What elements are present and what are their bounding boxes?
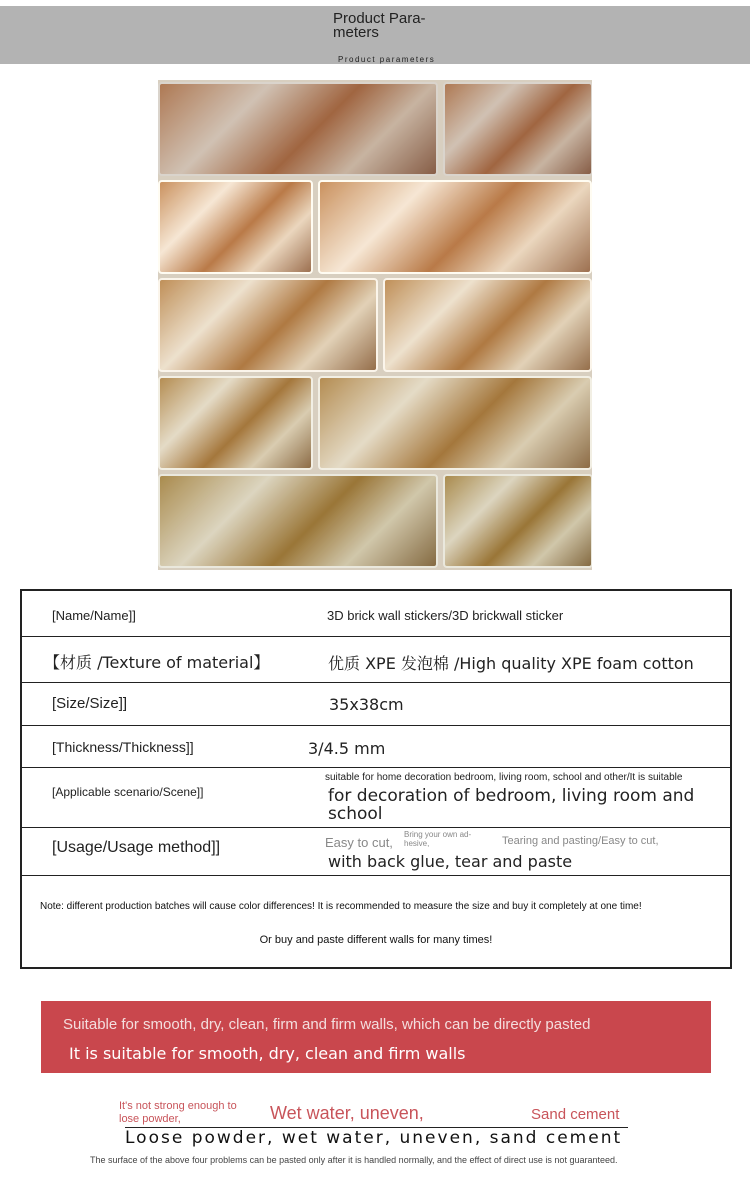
footnote: The surface of the above four problems can be pasted only after it is handled normally, and the effect of direct use is not guaranteed. [90, 1155, 618, 1165]
row-label: [Size/Size]] [52, 695, 128, 712]
row-label: [Thickness/Thickness]] [52, 739, 194, 755]
section-subtitle: Product parameters [338, 55, 436, 64]
brick [318, 376, 592, 470]
banner-line: It is suitable for smooth, dry, clean and firm walls [69, 1044, 466, 1063]
section-title: Product Para- meters [333, 10, 426, 41]
table-row [22, 683, 730, 726]
product-image-brick-wall [158, 80, 592, 570]
brick [158, 180, 313, 274]
warning-text: Wet water, uneven, [270, 1103, 424, 1123]
warning-summary: Loose powder, wet water, uneven, sand cement [125, 1128, 623, 1148]
row-label: [Name/Name]] [52, 608, 136, 623]
table-row [22, 828, 730, 876]
row-value: 35x38cm [329, 695, 404, 714]
brick [158, 376, 313, 470]
row-value: for decoration of bedroom, living room and school [328, 786, 695, 824]
section-header [0, 6, 750, 64]
table-row [22, 768, 730, 828]
suitability-banner [41, 1001, 711, 1073]
table-row [22, 637, 730, 683]
parameters-table [20, 589, 732, 969]
note-text: Note: different production batches will cause color differences! It is recommended to measure the size and buy it completely at one time! [40, 901, 642, 912]
row-value: with back glue, tear and paste [328, 852, 573, 871]
warning-text: It's not strong enough to lose powder, [119, 1100, 237, 1125]
table-row [22, 726, 730, 768]
row-value-small: Tearing and pasting/Easy to cut, [502, 835, 659, 847]
row-value: 优质 XPE 发泡棉 /High quality XPE foam cotton [328, 654, 694, 673]
table-row [22, 591, 730, 637]
brick [443, 474, 592, 568]
row-value: 3D brick wall stickers/3D brickwall sticker [327, 608, 564, 623]
row-value-small: Easy to cut, [325, 835, 393, 850]
brick [158, 474, 438, 568]
brick [383, 278, 592, 372]
brick [158, 82, 438, 176]
row-value-small: suitable for home decoration bedroom, living room, school and other/It is suitable [325, 772, 683, 783]
row-value-small: Bring your own ad-hesive, [404, 830, 472, 848]
banner-line: Suitable for smooth, dry, clean, firm and firm walls, which can be directly pasted [63, 1016, 591, 1033]
warning-text: Sand cement [531, 1106, 620, 1123]
row-value: 3/4.5 mm [308, 739, 386, 758]
note-text: Or buy and paste different walls for many times! [259, 934, 493, 946]
brick [158, 278, 378, 372]
brick [443, 82, 592, 176]
row-label: 【材质 /Texture of material】 [44, 653, 270, 672]
row-label: [Usage/Usage method]] [52, 839, 221, 856]
brick [318, 180, 592, 274]
row-label: [Applicable scenario/Scene]] [52, 785, 204, 799]
